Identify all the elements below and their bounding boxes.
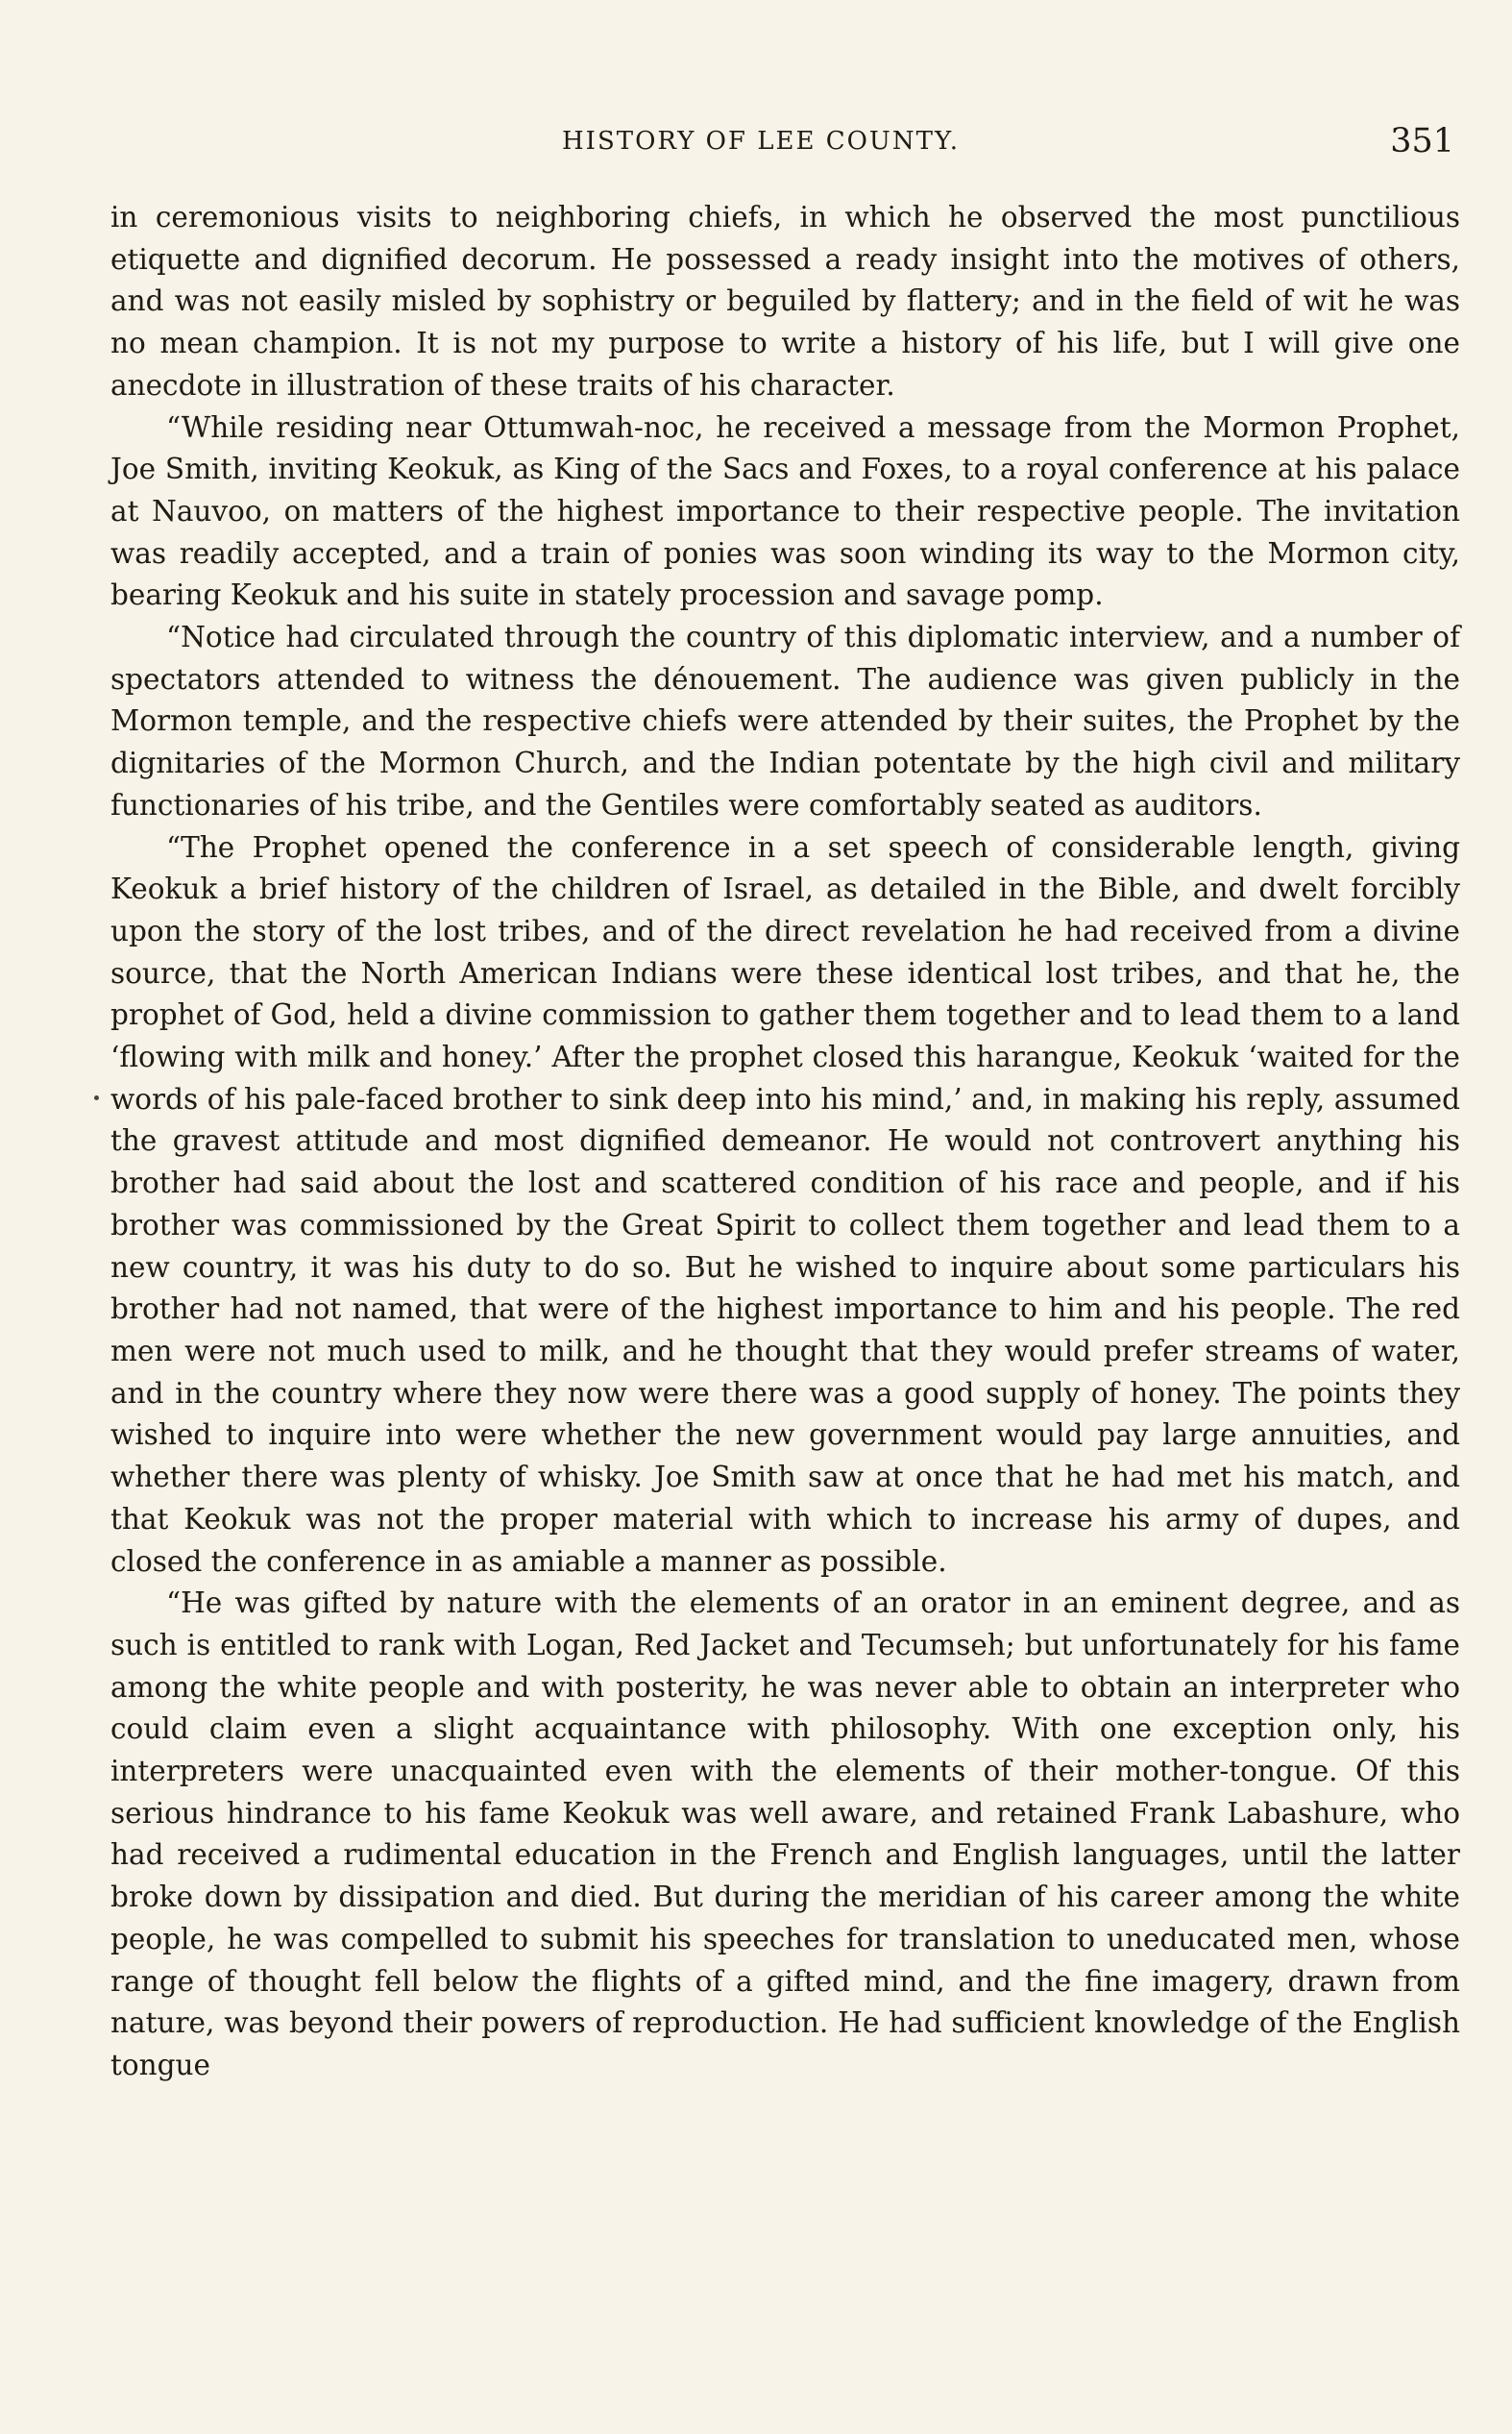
- paragraph: in ceremonious visits to neighboring chiefs, in which he observed the most punctilious etiquette and dignified decorum. He possessed a ready insight into the motives of others, and was not easily misled by sophistry or beguiled by flattery; and in the field of wit he was no mean champion. It is not my purpose to write a history of his life, but I will give one anecdote in illustration of these traits of his character.: [110, 201, 1460, 402]
- margin-mark: [94, 1095, 99, 1100]
- paragraph: “While residing near Ottumwah-noc, he received a message from the Mormon Prophet, Joe Smith, inviting Keokuk, as King of the Sacs and Foxes, to a royal conference at his palace at Nauvoo, on matters of the highest importance to their respective people. The invitation was readily accepted, and a train of ponies was soon winding its way to the Mormon city, bearing Keokuk and his suite in stately procession and savage pomp.: [110, 410, 1460, 612]
- running-title: HISTORY OF LEE COUNTY.: [562, 127, 961, 156]
- body-text: [110, 197, 1460, 2087]
- page-header: [110, 120, 1454, 162]
- page-number: 351: [1390, 122, 1454, 160]
- paragraph: “He was gifted by nature with the elements of an orator in an eminent degree, and as such is entitled to rank with Logan, Red Jacket and Tecumseh; but unfortunately for his fame among the white people and with posterity, he was never able to obtain an interpreter who could claim even a slight acquaintance with philosophy. With one exception only, his interpreters were unacquainted even with the elements of their mother-tongue. Of this serious hindrance to his fame Keokuk was well aware, and retained Frank Labashure, who had received a rudimental education in the French and English languages, until the latter broke down by dissipation and died. But during the meridian of his career among the white people, he was compelled to submit his speeches for translation to uneducated men, whose range of thought fell below the flights of a gifted mind, and the fine imagery, drawn from nature, was beyond their powers of reproduction. He had sufficient knowledge of the English tongue: [110, 1586, 1460, 2081]
- paragraph: “Notice had circulated through the country of this diplomatic interview, and a number of spectators attended to witness the dénouement. The audience was given publicly in the Mormon temple, and the respective chiefs were attended by their suites, the Prophet by the dignitaries of the Mormon Church, and the Indian potentate by the high civil and military functionaries of his tribe, and the Gentiles were comfortably seated as auditors.: [110, 621, 1460, 822]
- paragraph: “The Prophet opened the conference in a set speech of considerable length, giving Keokuk a brief history of the children of Israel, as detailed in the Bible, and dwelt forcibly upon the story of the lost tribes, and of the direct revelation he had received from a divine source, that the North American Indians were these identical lost tribes, and that he, the prophet of God, held a divine commission to gather them together and to lead them to a land ‘flowing with milk and honey.’ After the prophet closed this harangue, Keokuk ‘waited for the words of his pale-faced brother to sink deep into his mind,’ and, in making his reply, assumed the gravest attitude and most dignified demeanor. He would not controvert anything his brother had said about the lost and scattered condition of his race and people, and if his brother was commissioned by the Great Spirit to collect them together and lead them to a new country, it was his duty to do so. But he wished to inquire about some particulars his brother had not named, that were of the highest importance to him and his people. The red men were not much used to milk, and he thought that they would prefer streams of water, and in the country where they now were there was a good supply of honey. The points they wished to inquire into were whether the new government would pay large annuities, and whether there was plenty of whisky. Joe Smith saw at once that he had met his match, and that Keokuk was not the proper material with which to increase his army of dupes, and closed the conference in as amiable a manner as possible.: [110, 830, 1460, 1578]
